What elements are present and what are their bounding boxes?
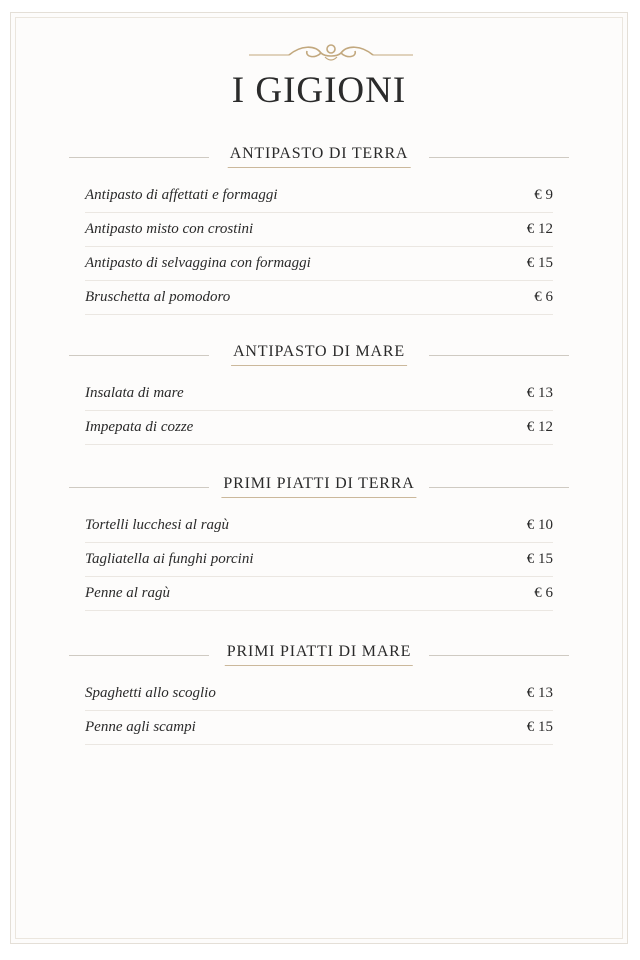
item-name: Bruschetta al pomodoro (85, 289, 231, 305)
section-title: PRIMI PIATTI DI MARE (225, 643, 413, 666)
item-name: Impepata di cozze (85, 419, 194, 435)
item-name: Antipasto di affettati e formaggi (85, 187, 278, 203)
section-primi-mare (11, 641, 627, 745)
item-price: € 13 (526, 385, 553, 401)
item-name: Tortelli lucchesi al ragù (85, 517, 230, 533)
divider-line (429, 157, 569, 158)
menu-item (85, 247, 553, 281)
menu-item (85, 711, 553, 745)
divider-line (69, 487, 209, 488)
menu-item (85, 577, 553, 611)
divider-line (69, 157, 209, 158)
flourish-ornament-icon (249, 41, 413, 67)
item-name: Antipasto di selvaggina con formaggi (85, 255, 311, 271)
menu-item (85, 179, 553, 213)
item-name: Insalata di mare (85, 385, 184, 401)
divider-line (429, 655, 569, 656)
restaurant-title: I GIGIONI (231, 70, 407, 111)
item-name: Spaghetti allo scoglio (85, 685, 216, 701)
item-name: Penne al ragù (85, 585, 170, 601)
section-header (11, 143, 627, 173)
menu-page (10, 12, 628, 944)
item-price: € 15 (526, 551, 553, 567)
divider-line (429, 487, 569, 488)
section-header (11, 473, 627, 503)
section-header (11, 641, 627, 671)
item-price: € 9 (534, 187, 553, 203)
divider-line (69, 655, 209, 656)
section-header (11, 341, 627, 371)
menu-item (85, 377, 553, 411)
menu-item (85, 213, 553, 247)
item-price: € 6 (534, 289, 553, 305)
menu-item (85, 677, 553, 711)
menu-item (85, 509, 553, 543)
divider-line (429, 355, 569, 356)
menu-item (85, 543, 553, 577)
item-name: Antipasto misto con crostini (85, 221, 254, 237)
section-antipasto-terra (11, 143, 627, 315)
item-name: Tagliatella ai funghi porcini (85, 551, 254, 567)
item-price: € 12 (526, 221, 553, 237)
item-price: € 13 (526, 685, 553, 701)
menu-item (85, 411, 553, 445)
item-price: € 15 (526, 719, 553, 735)
section-title: PRIMI PIATTI DI TERRA (221, 475, 416, 498)
divider-line (69, 355, 209, 356)
section-primi-terra (11, 473, 627, 611)
section-antipasto-mare (11, 341, 627, 445)
menu-item (85, 281, 553, 315)
item-price: € 15 (526, 255, 553, 271)
item-price: € 6 (534, 585, 553, 601)
section-title: ANTIPASTO DI TERRA (228, 145, 411, 168)
item-name: Penne agli scampi (85, 719, 196, 735)
item-price: € 10 (526, 517, 553, 533)
item-price: € 12 (526, 419, 553, 435)
section-title: ANTIPASTO DI MARE (231, 343, 407, 366)
